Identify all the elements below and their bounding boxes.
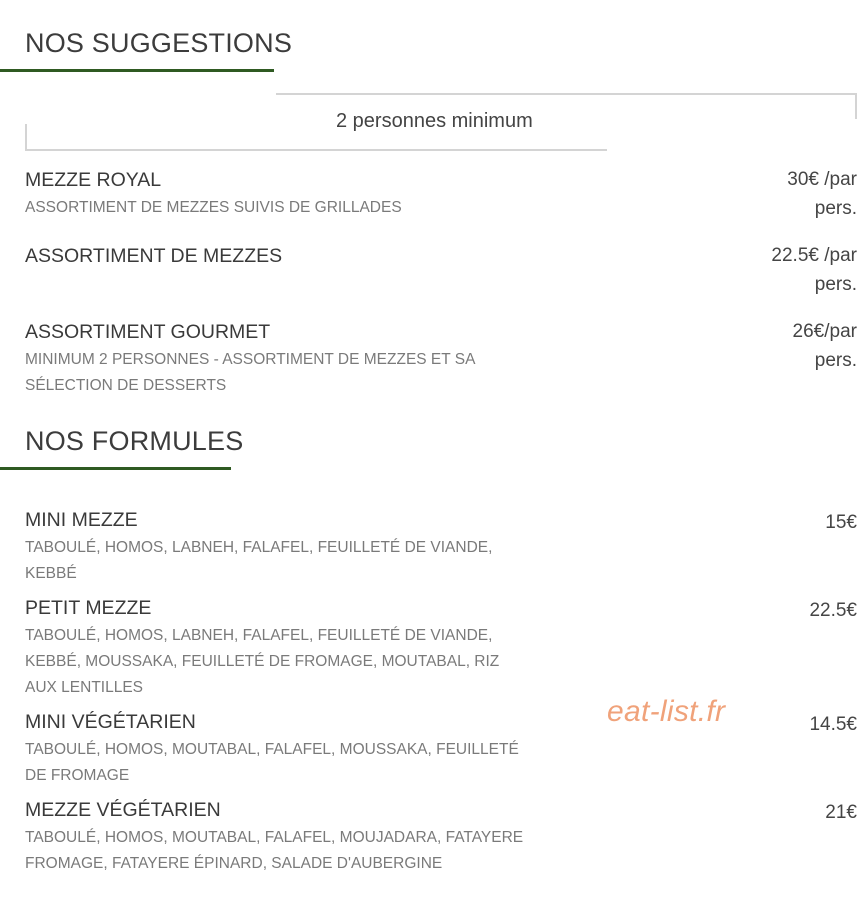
item-name: PETIT MEZZE: [25, 597, 152, 619]
minimum-note: 2 personnes minimum: [336, 110, 533, 132]
item-description: TABOULÉ, HOMOS, MOUTABAL, FALAFEL, MOUJADARA, FATAYERE FROMAGE, FATAYERE ÉPINARD, SALADE D'AUBERGINE: [25, 829, 524, 872]
note-box-left-line: [25, 124, 27, 150]
watermark: eat-list.fr: [607, 695, 726, 728]
item-price: 21€: [825, 802, 857, 823]
menu-item: [25, 508, 857, 587]
item-description: TABOULÉ, HOMOS, MOUTABAL, FALAFEL, MOUSSAKA, FEUILLETÉ DE FROMAGE: [25, 741, 519, 784]
item-name: MINI MEZZE: [25, 509, 138, 531]
item-description: TABOULÉ, HOMOS, LABNEH, FALAFEL, FEUILLETÉ DE VIANDE, KEBBÉ: [25, 539, 493, 582]
item-name: MINI VÉGÉTARIEN: [25, 711, 196, 733]
menu-item: [25, 244, 857, 295]
section-underline-suggestions: [0, 69, 274, 72]
item-description: ASSORTIMENT DE MEZZES SUIVIS DE GRILLADES: [25, 199, 402, 216]
item-name: MEZZE VÉGÉTARIEN: [25, 799, 221, 821]
note-box-right-line: [855, 93, 857, 119]
item-price: 30€ /par pers.: [787, 169, 857, 219]
item-description: MINIMUM 2 PERSONNES - ASSORTIMENT DE MEZZES ET SA SÉLECTION DE DESSERTS: [25, 351, 475, 394]
section-underline-formules: [0, 467, 231, 470]
item-price: 15€: [825, 512, 857, 533]
item-name: ASSORTIMENT GOURMET: [25, 321, 271, 343]
menu-item: [25, 798, 857, 877]
item-price: 26€/par pers.: [792, 321, 857, 371]
section-title-formules: NOS FORMULES: [25, 426, 244, 456]
item-price: 22.5€ /par pers.: [771, 245, 857, 295]
note-box-top-line: [276, 93, 857, 95]
item-name: ASSORTIMENT DE MEZZES: [25, 245, 283, 267]
menu-item: [25, 320, 857, 399]
menu-item: [25, 168, 857, 221]
section-title-suggestions: NOS SUGGESTIONS: [25, 28, 293, 58]
item-price: 14.5€: [809, 714, 857, 735]
item-description: TABOULÉ, HOMOS, LABNEH, FALAFEL, FEUILLETÉ DE VIANDE, KEBBÉ, MOUSSAKA, FEUILLETÉ DE FROMAGE, MOUTABAL, RIZ AUX LENTILLES: [25, 627, 500, 696]
item-price: 22.5€: [809, 600, 857, 621]
menu-item: [25, 596, 857, 701]
menu-item: [25, 710, 857, 789]
note-box-bottom-line: [25, 149, 607, 151]
item-name: MEZZE ROYAL: [25, 169, 162, 191]
